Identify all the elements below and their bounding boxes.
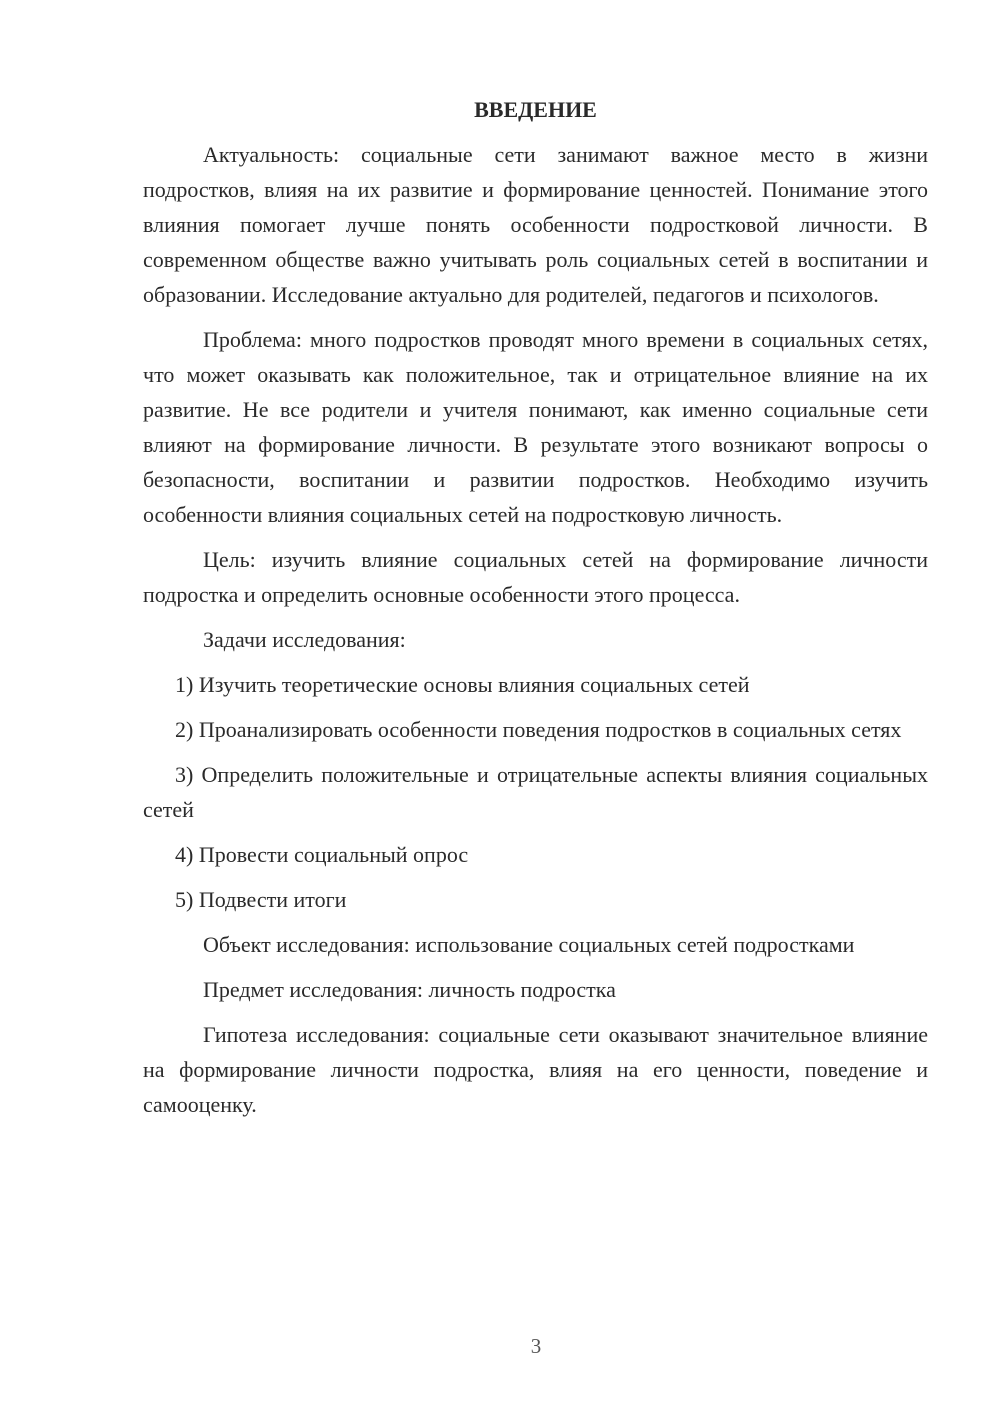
task-item-1: 1) Изучить теоретические основы влияния социальных сетей <box>175 672 750 697</box>
task-item-4: 4) Провести социальный опрос <box>175 842 469 867</box>
paragraph-hypothesis: Гипотеза исследования: социальные сети оказывают значительное влияние на формирование личности подростка, влияя на его ценности, поведение и самооценку. <box>143 1022 928 1117</box>
tasks-heading: Задачи исследования: <box>203 627 406 652</box>
paragraph-goal: Цель: изучить влияние социальных сетей на формирование личности подростка и определить основные особенности этого процесса. <box>143 547 928 607</box>
task-item-2: 2) Проанализировать особенности поведения подростков в социальных сетях <box>175 717 902 742</box>
paragraph-subject: Предмет исследования: личность подростка <box>203 977 616 1002</box>
page-number: 3 <box>530 1334 542 1358</box>
task-item-5: 5) Подвести итоги <box>175 887 347 912</box>
paragraph-object: Объект исследования: использование социальных сетей подростками <box>203 932 855 957</box>
paragraph-problem: Проблема: много подростков проводят много времени в социальных сетях, что может оказывать как положительное, так и отрицательное влияние на их развитие. Не все родители и учителя понимают, как именно социальные сети влияют на формирование личности. В результате этого возникают вопросы о безопасности, воспитании и развитии подростков. Необходимо изучить особенности влияния социальных сетей на подростковую личность. <box>143 327 928 527</box>
page-content <box>143 92 928 1132</box>
section-title: ВВЕДЕНИЕ <box>474 97 597 122</box>
task-item-3: 3) Определить положительные и отрицательные аспекты влияния социальных сетей <box>143 762 928 822</box>
paragraph-relevance: Актуальность: социальные сети занимают важное место в жизни подростков, влияя на их развитие и формирование ценностей. Понимание этого влияния помогает лучше понять особенности подростковой личности. В современном обществе важно учитывать роль социальных сетей в воспитании и образовании. Исследование актуально для родителей, педагогов и психологов. <box>143 142 928 307</box>
